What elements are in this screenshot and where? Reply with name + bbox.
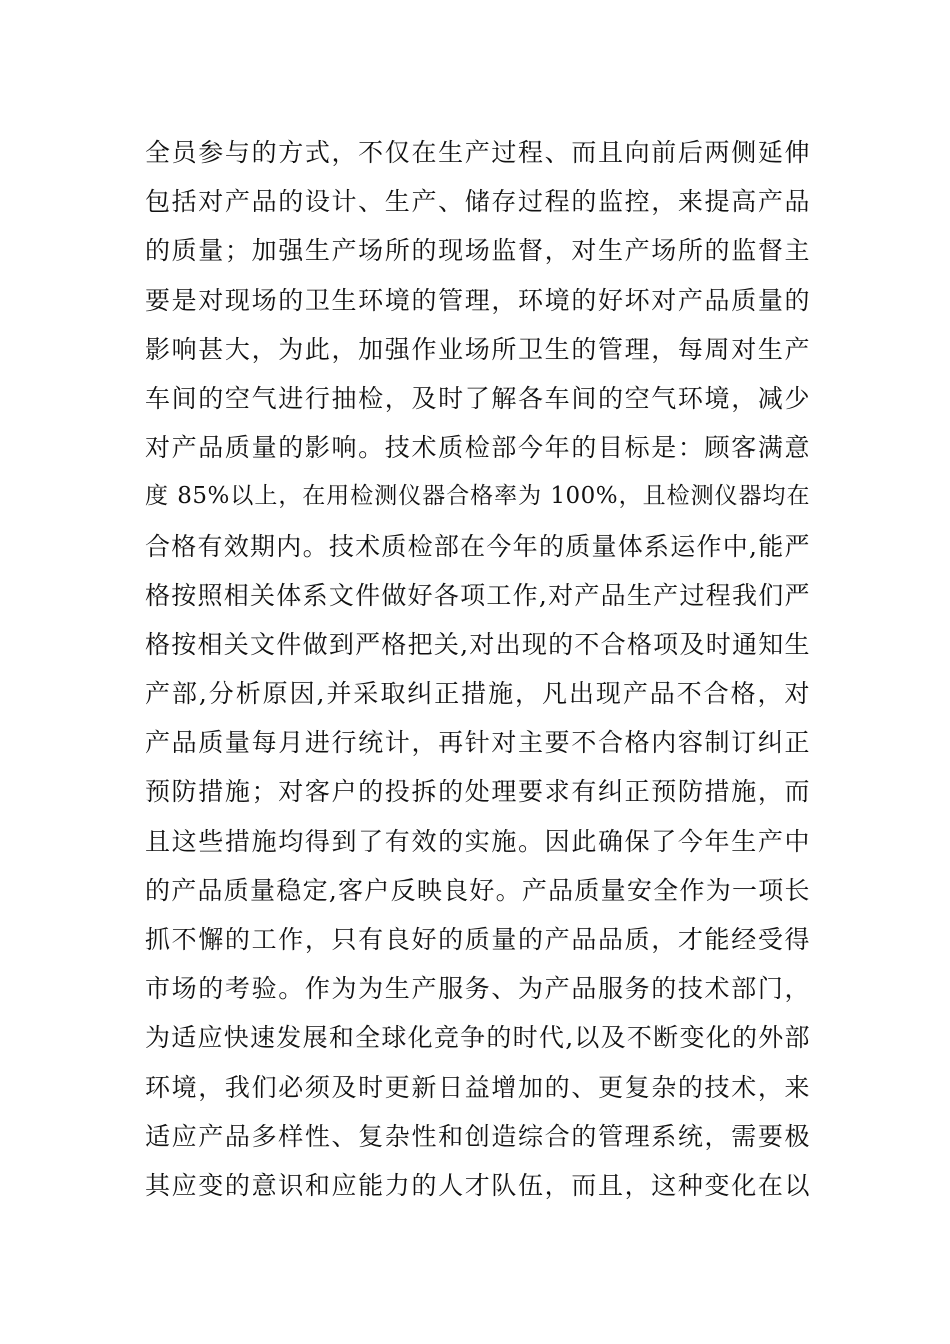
text-line: 全员参与的方式，不仅在生产过程、而且向前后两侧延伸 — [145, 138, 810, 167]
text-line: 预防措施；对客户的投拆的处理要求有纠正预防措施，而 — [145, 777, 810, 807]
text-line: 影响甚大，为此，加强作业场所卫生的管理，每周对生产 — [145, 334, 810, 364]
text-line: 产部,分析原因,并采取纠正措施，凡出现产品不合格，对 — [145, 679, 810, 709]
text-line: 其应变的意识和应能力的人才队伍，而且，这种变化在以 — [145, 1170, 810, 1200]
text-line: 要是对现场的卫生环境的管理，环境的好坏对产品质量的 — [145, 285, 810, 315]
text-line: 市场的考验。作为为生产服务、为产品服务的技术部门， — [145, 974, 810, 1004]
text-line: 合格有效期内。技术质检部在今年的质量体系运作中,能严 — [145, 531, 810, 561]
text-line: 为适应快速发展和全球化竞争的时代,以及不断变化的外部 — [145, 1023, 810, 1053]
text-line: 车间的空气进行抽检，及时了解各车间的空气环境，减少 — [145, 383, 810, 413]
text-line: 的质量；加强生产场所的现场监督，对生产场所的监督主 — [145, 236, 810, 266]
body-paragraph — [145, 128, 810, 1210]
text-line: 包括对产品的设计、生产、储存过程的监控，来提高产品 — [145, 187, 810, 217]
text-line: 抓不懈的工作，只有良好的质量的产品品质，才能经受得 — [145, 925, 810, 954]
text-line: 对产品质量的影响。技术质检部今年的目标是：顾客满意 — [145, 433, 810, 463]
text-line: 环境，我们必须及时更新日益增加的、更复杂的技术，来 — [145, 1072, 810, 1102]
text-line: 的产品质量稳定,客户反映良好。产品质量安全作为一项长 — [145, 875, 810, 905]
text-line: 且这些措施均得到了有效的实施。因此确保了今年生产中 — [145, 826, 810, 856]
text-line: 格按照相关体系文件做好各项工作,对产品生产过程我们严 — [145, 580, 810, 610]
text-line: 度 85%以上，在用检测仪器合格率为 100%，且检测仪器均在 — [145, 483, 810, 510]
text-line: 产品质量每月进行统计，再针对主要不合格内容制订纠正 — [145, 728, 810, 758]
text-line: 格按相关文件做到严格把关,对出现的不合格项及时通知生 — [145, 629, 810, 659]
text-line: 适应产品多样性、复杂性和创造综合的管理系统，需要极 — [145, 1121, 810, 1151]
